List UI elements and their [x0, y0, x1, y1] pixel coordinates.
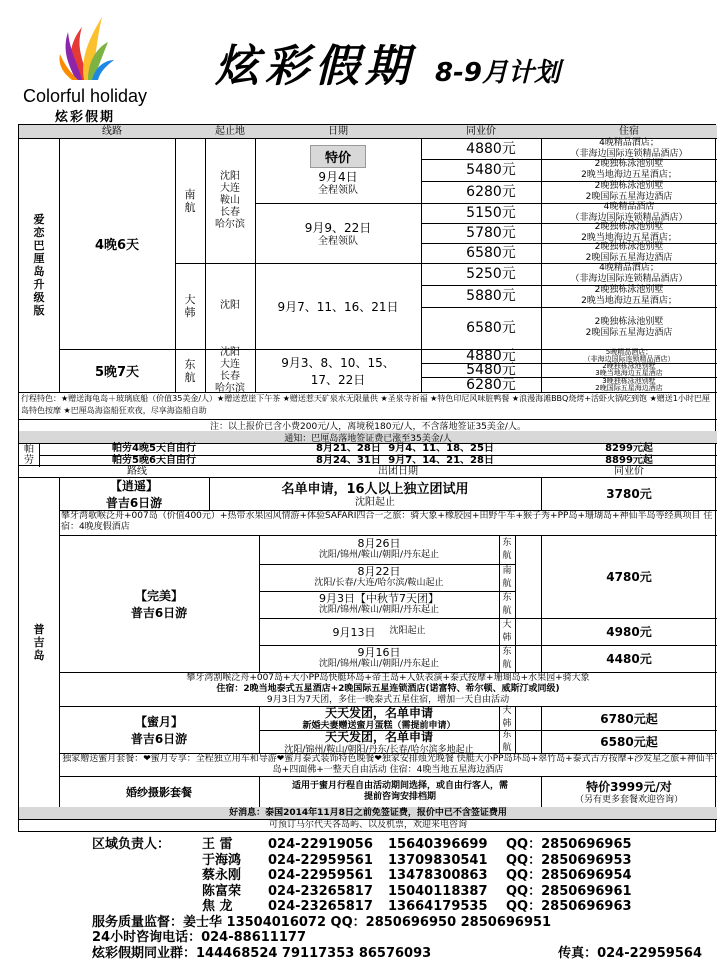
date-text: 9月9、22日 [304, 220, 372, 235]
wedding-title: 婚纱摄影套餐 [126, 785, 192, 799]
phuket-table [18, 466, 716, 832]
miyue-price: 6580元起 [600, 735, 658, 749]
hotel: 3晚独栋泳池别墅 2晚国际五星海边酒店 [595, 376, 663, 392]
date-row: 8月22日 沈阳/长春/大连/哈尔滨/鞍山起止 [314, 565, 444, 588]
palau-price: 8899元起 [605, 455, 653, 466]
price: 5480元 [466, 362, 516, 378]
xiaoyao-price: 3780元 [606, 487, 652, 501]
cities-donghang: 沈阳 大连 长春 哈尔滨 [215, 346, 245, 394]
contact-row: 区域负责人： 王 雷 024-22919056 15640396699 QQ：2850696965 [92, 837, 632, 852]
hotel: 2晚独栋泳池别墅 2晚当地海边五星酒店； [581, 222, 677, 243]
col-header-price: 同业价 [614, 465, 644, 477]
fax: 传真：024-22959564 [558, 945, 702, 961]
hotel: 5晚精品酒店； （非海边国际连锁精品酒店） [583, 348, 675, 363]
price: 5480元 [466, 162, 516, 178]
duration-5n7d: 5晚7天 [94, 365, 140, 380]
hotel: 2晚独栋泳池别墅 2晚当地海边五星酒店； [581, 159, 677, 180]
price: 5880元 [466, 288, 516, 304]
palau-route: 帕劳4晚5天自由行 [112, 443, 196, 454]
price: 5780元 [466, 225, 516, 241]
date-text: 9月4日 [318, 169, 358, 184]
palau-dates: 8月21、28日 9月4、11、18、25日 [316, 443, 494, 454]
bali-table [18, 124, 716, 466]
contact-row: 焦 龙 024-23265817 13664179535 QQ：2850696963 [202, 899, 632, 914]
air: 东航 [502, 729, 512, 753]
wanmei-dates [259, 535, 541, 672]
hotel: 2晚独栋泳池别墅 2晚当地海边五星酒店； [581, 285, 677, 306]
carrier-donghang: 东航 [184, 357, 196, 384]
xiaoyao-desc: 攀牙湾歌喉泛舟+007岛（价值400元）+热带水果园风情游+体验SAFARI四合一之旅：骑大象+橡胶园+田野牛车+猴子秀+PP岛+珊瑚岛+神仙半岛等经典项目 住宿：4晚度假酒店 [61, 511, 713, 532]
price-block-1 [421, 138, 717, 203]
col-header-route: 线路 [19, 125, 205, 138]
price-block-3 [421, 263, 717, 349]
date-row: 9月16日 沈阳/锦州/鞍山/朝阳/丹东起止 [318, 646, 440, 669]
wanmei-price: 4480元 [606, 652, 652, 666]
group-row [92, 946, 712, 962]
wanmei-desc: 攀牙湾割喉泛舟+007岛+大小PP岛快艇环岛+帝王岛+人妖表演+泰式按摩+珊瑚岛+水果园+骑大象 住宿：2晚当地泰式五星酒店+2晚国际五星连锁酒店(诺富特、希尔顿、威斯汀或同级) 9月3日为7天团，多住一晚泰式五星住宿，增加一天自由活动 [186, 673, 590, 705]
xiaoyao-name: 【逍遥】 [109, 478, 158, 493]
col-header-hotel: 住宿 [541, 125, 717, 138]
miyue-desc: 独家赠送蜜月套餐：❤蜜月专享：全程独立用车和导游❤蜜月泰式装饰特色晚餐❤独家安排烛光晚餐 快艇大小PP岛环岛+翠竹岛+泰式古方按摩+沙发星之旅+神仙半岛+四面佛+一整天自由活动 住宿：4晚当地五星海边酒店 [62, 754, 714, 775]
price: 5150元 [466, 205, 516, 221]
xiaoyao-info: 名单申请，16人以上独立团试用 沈阳起止 [281, 482, 469, 508]
carrier-dahan: 大韩 [184, 293, 196, 319]
hotline: 24小时咨询电话：024-88611177 [92, 930, 306, 945]
air: 南航 [502, 565, 512, 589]
hotel: 4晚精品酒店； （非海边国际连锁精品酒店） [570, 137, 688, 159]
page-title [215, 30, 560, 90]
brand-name: Colorful holiday [22, 86, 148, 106]
phuket-label: 普吉岛 [33, 622, 45, 662]
palau-route: 帕劳5晚6天自由行 [112, 455, 196, 466]
supervisor: 服务质量监督：姜士华 13504016072 QQ：2850696950 2850696951 [92, 914, 552, 930]
carrier-nanhang: 南航 [184, 187, 196, 214]
hotel: 4晚精品酒店； （非海边国际连锁精品酒店） [570, 263, 688, 284]
miyue-row: 天天发团，名单申请 新婚夫妻赠送蜜月蛋糕（需提前申请） [302, 706, 456, 731]
brand-cn: 炫彩假期 [54, 110, 115, 125]
hotel: 2晚独栋泳池别墅 2晚国际五星海边酒店 [585, 317, 673, 338]
date-group-nine [255, 203, 421, 263]
date-row: 9月3日【中秋节7天团】 沈阳/锦州/鞍山/朝阳/丹东起止 [318, 592, 440, 615]
miyue-title: 【蜜月】 普吉6日游 [130, 714, 188, 746]
bali-note: 注：以上报价已含小费200元/人，离境税180元/人，不含落地签证35美金/人。 [210, 421, 526, 432]
price-block-4 [421, 349, 717, 392]
wedding-info: 适用于蜜月行程自由活动期间选择，或自由行客人，需 提前咨询安排档期 [291, 780, 508, 802]
xiaoyao-title [59, 477, 209, 510]
cities-dahan: 沈阳 [220, 300, 240, 311]
contact-row: 陈富荣 024-23265817 15040118387 QQ：2850696961 [202, 883, 632, 899]
wanmei-price: 4980元 [606, 625, 652, 639]
special-tag: 特价 [310, 145, 366, 168]
hotel: 2晚独栋泳池别墅 2晚国际五星海边酒店 [585, 242, 673, 263]
bali-notice: 通知：巴厘岛落地签证费已涨至35美金/人 [19, 431, 717, 443]
col-header-date: 出团日期 [378, 465, 418, 477]
miyue-price: 6780元起 [600, 711, 658, 726]
region-label: 区域负责人： [92, 837, 171, 852]
air: 大韩 [502, 619, 512, 643]
price: 6280元 [466, 184, 516, 200]
air: 东航 [502, 537, 512, 561]
more-info: 可预订马尔代夫各岛屿、以及机票，欢迎来电咨询 [268, 820, 467, 830]
date-note: 全程领队 [318, 184, 358, 196]
xiaoyao-sub: 普吉6日游 [105, 495, 163, 510]
price: 4880元 [466, 140, 516, 157]
date-group-special [255, 138, 421, 203]
price: 6580元 [466, 245, 516, 261]
hotel: 4晚精品酒店 （非海边国际连锁精品酒店） [570, 202, 688, 223]
contacts [92, 837, 712, 962]
title-main: 炫彩假期 [215, 41, 415, 92]
col-header-price: 同业价 [421, 125, 541, 138]
bali-features: 行程特色：★赠送海龟岛＋玻璃底船（价值35美金/人）★赠送惹崖下午茶 ★赠送惹天矿泉水无限量供 ★圣泉寺祈福 ★特色印尼风味脏鸭餐 ★浪漫海滩BBQ烧烤+活虾火锅吃到饱 ★赠送1小时巴厘岛特色按摩 ★巴厘岛海盗船狂欢夜，尽享海盗船自助 [21, 394, 710, 415]
miyue-row: 天天发团，名单申请 沈阳/锦州/鞍山/朝阳/丹东/长春/哈尔滨多地起止 [284, 729, 474, 755]
price: 5250元 [466, 266, 516, 282]
flame-logo-icon [10, 2, 160, 82]
col-header-route: 路线 [127, 465, 147, 477]
duration-4n6d: 4晚6天 [94, 238, 140, 253]
hotel: 2晚独栋泳池别墅 3晚当地海边五星酒店 [595, 362, 663, 377]
col-header-date: 日期 [255, 125, 421, 138]
contact-row: 蔡永刚 024-22959561 13478300863 QQ：2850696954 [202, 868, 632, 883]
group: 炫彩假期同业群：144468524 79117353 86576093 [92, 945, 432, 961]
price: 4880元 [466, 348, 516, 364]
date-group-donghang: 9月3、8、10、15、17、22日 [281, 355, 395, 387]
wedding-price: 特价3999元/对 （另有更多套餐欢迎咨询） [574, 779, 683, 805]
contact-row: 于海鸿 024-22959561 13709830541 QQ：2850696953 [202, 852, 632, 868]
air: 东航 [502, 592, 512, 616]
palau-dates: 8月24、31日 9月7、14、21、28日 [316, 455, 494, 466]
air: 东航 [502, 646, 512, 670]
wanmei-price: 4780元 [606, 570, 652, 584]
palau-label: 帕劳 [24, 444, 34, 466]
hotel: 2晚独栋泳池别墅 2晚国际五星海边酒店 [585, 181, 673, 202]
date-group-dahan: 9月7、11、16、21日 [277, 299, 399, 314]
route-name: 爱恋巴厘岛升级版 [33, 213, 45, 317]
air: 大韩 [502, 706, 512, 729]
wanmei-title: 【完美】 普吉6日游 [130, 588, 188, 620]
price: 6580元 [466, 320, 516, 336]
date-row: 9月13日 沈阳起止 [332, 625, 426, 639]
logo [10, 2, 160, 125]
good-news: 好消息：泰国2014年11月8日之前免签证费，报价中已不含签证费用 [19, 807, 717, 819]
title-sub: 8-9月计划 [435, 58, 560, 88]
price: 6280元 [466, 376, 516, 393]
palau-price: 8299元起 [605, 443, 653, 454]
col-header-city: 起止地 [205, 125, 255, 138]
date-row: 8月26日 沈阳/锦州/鞍山/朝阳/丹东起止 [318, 537, 440, 560]
date-note: 全程领队 [318, 235, 358, 247]
cities-nanhang: 沈阳 大连 鞍山 长春 哈尔滨 [215, 170, 245, 230]
price-block-2 [421, 203, 717, 263]
